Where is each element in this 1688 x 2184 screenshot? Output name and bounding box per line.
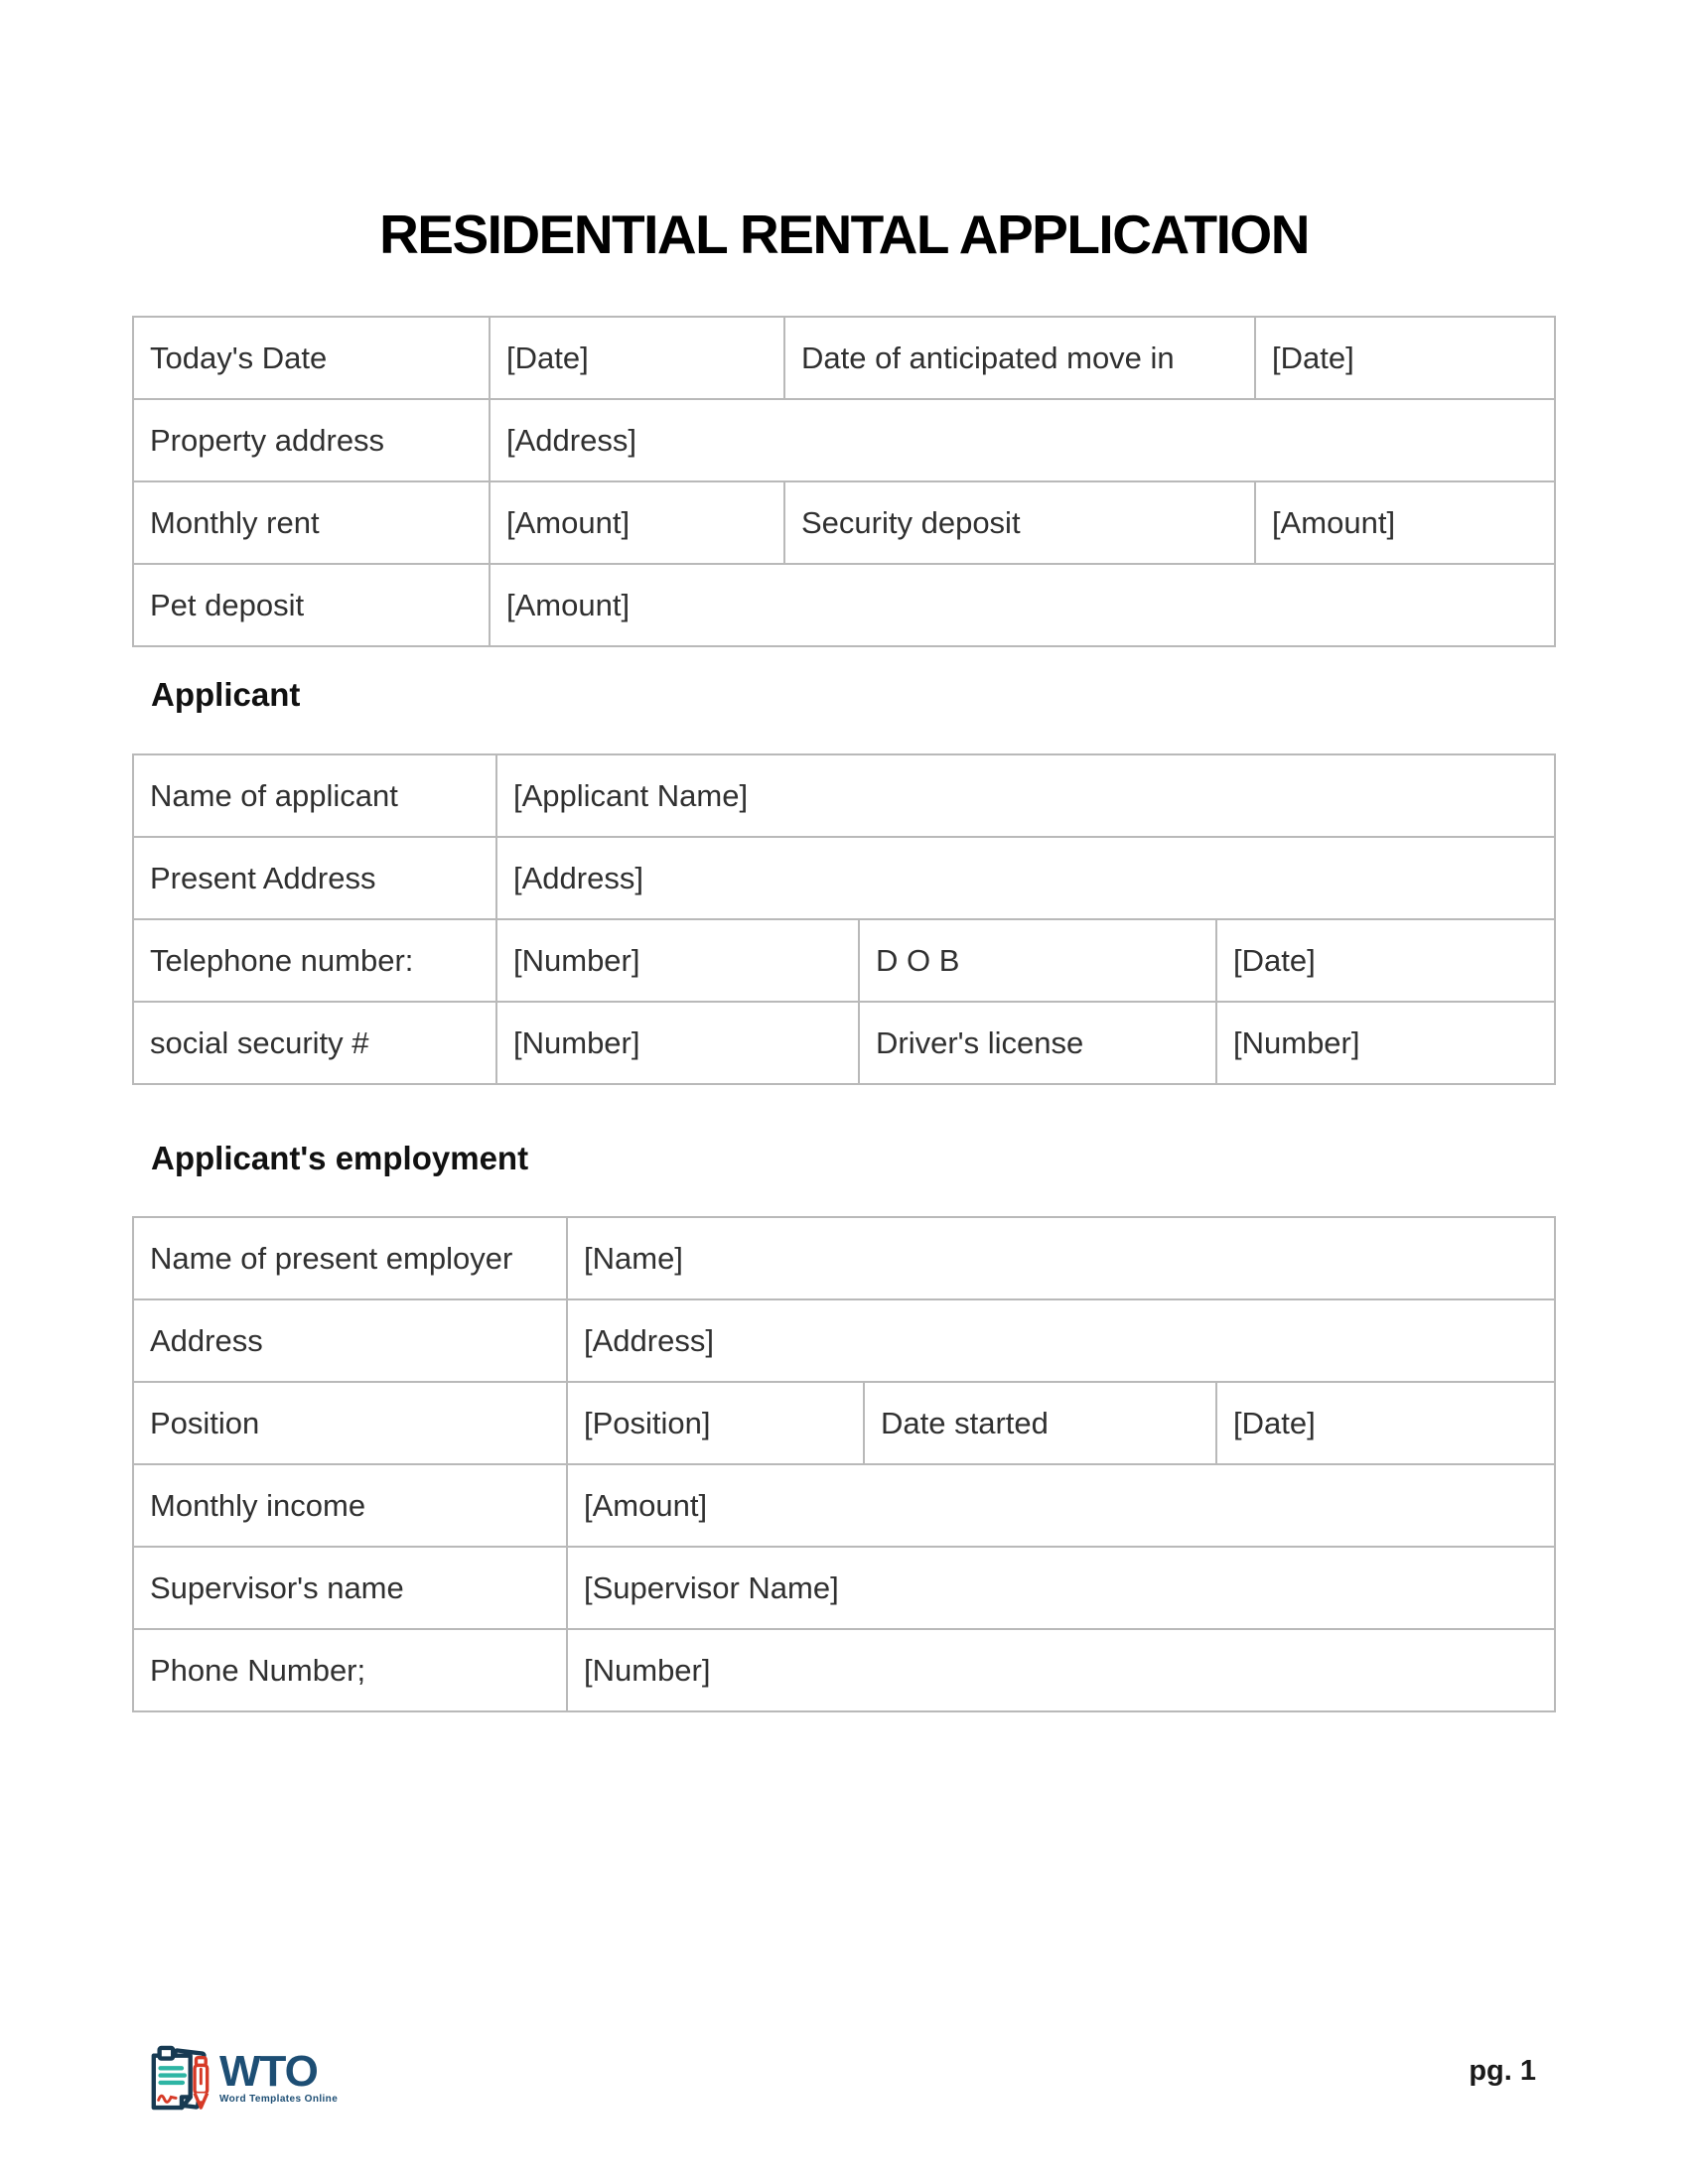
field-value-placeholder[interactable]: [Name] <box>567 1217 1555 1299</box>
logo-acronym: WTO <box>219 2047 318 2096</box>
field-label: Telephone number: <box>133 919 496 1002</box>
field-label: Security deposit <box>784 481 1255 564</box>
table-row <box>133 837 1555 919</box>
field-label: social security # <box>133 1002 496 1084</box>
wto-logo <box>147 2043 338 2115</box>
field-value-placeholder[interactable]: [Date] <box>1255 317 1555 399</box>
table-row <box>133 481 1555 564</box>
field-value-placeholder[interactable]: [Address] <box>567 1299 1555 1382</box>
table-row <box>133 1629 1555 1711</box>
field-label: Name of present employer <box>133 1217 567 1299</box>
wto-logo-text <box>219 2047 339 2106</box>
field-label: Present Address <box>133 837 496 919</box>
field-label: Driver's license <box>859 1002 1216 1084</box>
field-label: Supervisor's name <box>133 1547 567 1629</box>
field-label: Pet deposit <box>133 564 490 646</box>
table-row <box>133 399 1555 481</box>
field-label: Property address <box>133 399 490 481</box>
table-row <box>133 1217 1555 1299</box>
field-label: Monthly income <box>133 1464 567 1547</box>
field-value-placeholder[interactable]: [Supervisor Name] <box>567 1547 1555 1629</box>
document-title: RESIDENTIAL RENTAL APPLICATION <box>379 204 1309 265</box>
table-row <box>133 1002 1555 1084</box>
rental-details-table <box>132 316 1556 647</box>
table-row <box>133 919 1555 1002</box>
table-row <box>133 1547 1555 1629</box>
field-value-placeholder[interactable]: [Position] <box>567 1382 864 1464</box>
field-value-placeholder[interactable]: [Number] <box>1216 1002 1555 1084</box>
field-label: Phone Number; <box>133 1629 567 1711</box>
employment-table <box>132 1216 1556 1712</box>
field-label: Address <box>133 1299 567 1382</box>
field-label: D O B <box>859 919 1216 1002</box>
field-value-placeholder[interactable]: [Date] <box>1216 1382 1555 1464</box>
wto-logo-icon <box>147 2043 212 2115</box>
table-row <box>133 564 1555 646</box>
section-heading-employment: Applicant's employment <box>151 1140 529 1176</box>
field-value-placeholder[interactable]: [Applicant Name] <box>496 754 1555 837</box>
table-row <box>133 1299 1555 1382</box>
table-row <box>133 1464 1555 1547</box>
field-label: Today's Date <box>133 317 490 399</box>
pen-icon <box>195 2058 208 2108</box>
field-value-placeholder[interactable]: [Amount] <box>1255 481 1555 564</box>
field-value-placeholder[interactable]: [Address] <box>496 837 1555 919</box>
field-value-placeholder[interactable]: [Amount] <box>490 481 784 564</box>
section-heading-applicant: Applicant <box>151 676 301 713</box>
applicant-table <box>132 753 1556 1085</box>
field-label: Name of applicant <box>133 754 496 837</box>
field-label: Position <box>133 1382 567 1464</box>
field-value-placeholder[interactable]: [Amount] <box>567 1464 1555 1547</box>
table-row <box>133 317 1555 399</box>
field-value-placeholder[interactable]: [Date] <box>490 317 784 399</box>
table-row <box>133 1382 1555 1464</box>
field-value-placeholder[interactable]: [Address] <box>490 399 1555 481</box>
field-label: Monthly rent <box>133 481 490 564</box>
field-label: Date started <box>864 1382 1216 1464</box>
field-label: Date of anticipated move in <box>784 317 1255 399</box>
page-number: pg. 1 <box>1469 2055 1536 2087</box>
field-value-placeholder[interactable]: [Number] <box>567 1629 1555 1711</box>
field-value-placeholder[interactable]: [Number] <box>496 919 859 1002</box>
field-value-placeholder[interactable]: [Number] <box>496 1002 859 1084</box>
logo-tagline: Word Templates Online <box>219 2094 339 2106</box>
table-row <box>133 754 1555 837</box>
field-value-placeholder[interactable]: [Date] <box>1216 919 1555 1002</box>
field-value-placeholder[interactable]: [Amount] <box>490 564 1555 646</box>
